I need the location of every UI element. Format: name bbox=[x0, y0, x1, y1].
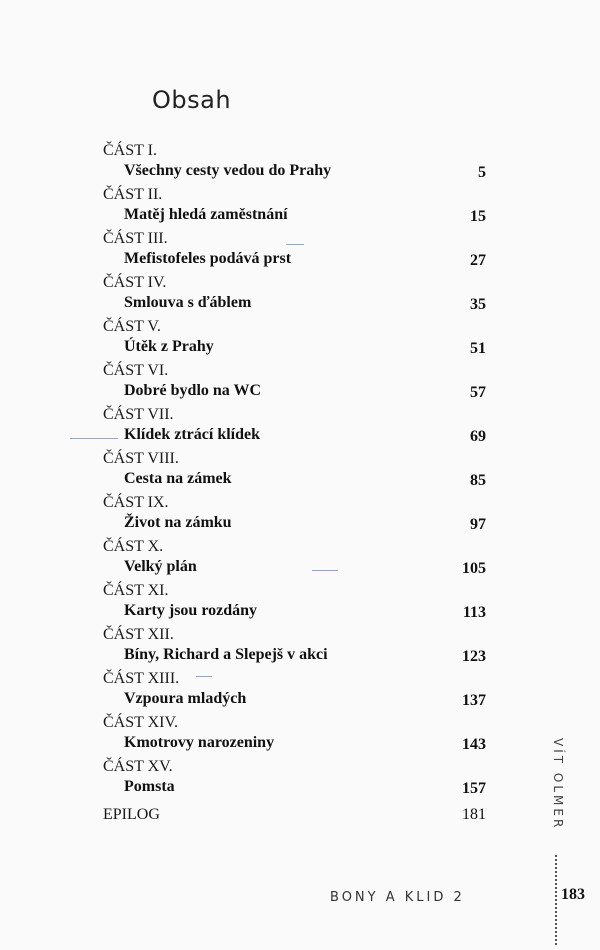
page-title: Obsah bbox=[152, 86, 232, 114]
chapter-title: Mefistofeles podává prst bbox=[124, 250, 292, 267]
chapter-title: Karty jsou rozdány bbox=[124, 602, 258, 619]
part-label: ČÁST VII. bbox=[103, 406, 174, 423]
part-label: ČÁST XV. bbox=[103, 758, 173, 775]
part-label: ČÁST V. bbox=[103, 318, 161, 335]
side-author-name: VÍT OLMER bbox=[551, 738, 565, 831]
chapter-title: Cesta na zámek bbox=[124, 470, 232, 487]
page-number: 15 bbox=[470, 208, 486, 225]
part-label: ČÁST X. bbox=[103, 538, 164, 555]
toc-entry bbox=[0, 230, 600, 274]
page-number: 51 bbox=[470, 340, 486, 357]
chapter-title: Vzpoura mladých bbox=[124, 690, 247, 707]
part-label: ČÁST VIII. bbox=[103, 450, 179, 467]
toc-entry bbox=[0, 362, 600, 406]
chapter-title: Klídek ztrácí klídek bbox=[124, 426, 260, 443]
toc-entry bbox=[0, 626, 600, 670]
page-number: 157 bbox=[462, 780, 486, 797]
part-label: ČÁST VI. bbox=[103, 362, 169, 379]
page-number: 137 bbox=[462, 692, 486, 709]
scan-artifact-line bbox=[196, 676, 212, 677]
dotted-divider bbox=[555, 855, 558, 945]
chapter-title: Všechny cesty vedou do Prahy bbox=[124, 162, 332, 179]
part-label: ČÁST XII. bbox=[103, 626, 174, 643]
part-label: ČÁST II. bbox=[103, 186, 163, 203]
toc-entry bbox=[0, 142, 600, 186]
page-number: 105 bbox=[462, 560, 486, 577]
page-number: 69 bbox=[470, 428, 486, 445]
page-number: 143 bbox=[462, 736, 486, 753]
page-number: 97 bbox=[470, 516, 486, 533]
part-label: ČÁST XIV. bbox=[103, 714, 178, 731]
toc-entry bbox=[0, 714, 600, 758]
chapter-title: Smlouva s ďáblem bbox=[124, 294, 252, 311]
toc-entry bbox=[0, 406, 600, 450]
toc-entry bbox=[0, 758, 600, 802]
part-label: ČÁST III. bbox=[103, 230, 168, 247]
chapter-title: Kmotrovy narozeniny bbox=[124, 734, 275, 751]
toc-entry bbox=[0, 450, 600, 494]
chapter-title: Život na zámku bbox=[124, 514, 232, 531]
footer-page-number: 183 bbox=[561, 886, 585, 903]
chapter-title: Dobré bydlo na WC bbox=[124, 382, 262, 399]
chapter-title: Velký plán bbox=[124, 558, 197, 575]
chapter-title: Pomsta bbox=[124, 778, 175, 795]
chapter-title: Bíny, Richard a Slepejš v akci bbox=[124, 646, 328, 663]
part-label: ČÁST IX. bbox=[103, 494, 169, 511]
part-label: ČÁST XIII. bbox=[103, 670, 180, 687]
page-number: 85 bbox=[470, 472, 486, 489]
toc-entry-epilog bbox=[0, 802, 600, 846]
epilog-page-number: 181 bbox=[462, 806, 486, 823]
footer-book-title: BONY A KLID 2 bbox=[330, 890, 465, 905]
toc-entry bbox=[0, 494, 600, 538]
part-label: ČÁST XI. bbox=[103, 582, 169, 599]
toc-entry bbox=[0, 186, 600, 230]
page-number: 35 bbox=[470, 296, 486, 313]
scan-artifact-line bbox=[312, 570, 338, 571]
chapter-title: Útěk z Prahy bbox=[124, 338, 214, 355]
part-label: ČÁST I. bbox=[103, 142, 157, 159]
page-number: 57 bbox=[470, 384, 486, 401]
toc-entry bbox=[0, 670, 600, 714]
scan-artifact-line bbox=[286, 244, 304, 245]
table-of-contents bbox=[0, 142, 600, 846]
toc-entry bbox=[0, 538, 600, 582]
part-label: ČÁST IV. bbox=[103, 274, 167, 291]
toc-entry bbox=[0, 318, 600, 362]
toc-entry bbox=[0, 582, 600, 626]
scan-artifact-line bbox=[70, 438, 118, 439]
chapter-title: Matěj hledá zaměstnání bbox=[124, 206, 288, 223]
page-number: 113 bbox=[462, 604, 486, 621]
epilog-label: EPILOG bbox=[103, 806, 160, 823]
page-number: 5 bbox=[478, 164, 486, 181]
toc-entry bbox=[0, 274, 600, 318]
page-number: 123 bbox=[462, 648, 486, 665]
page-number: 27 bbox=[470, 252, 486, 269]
